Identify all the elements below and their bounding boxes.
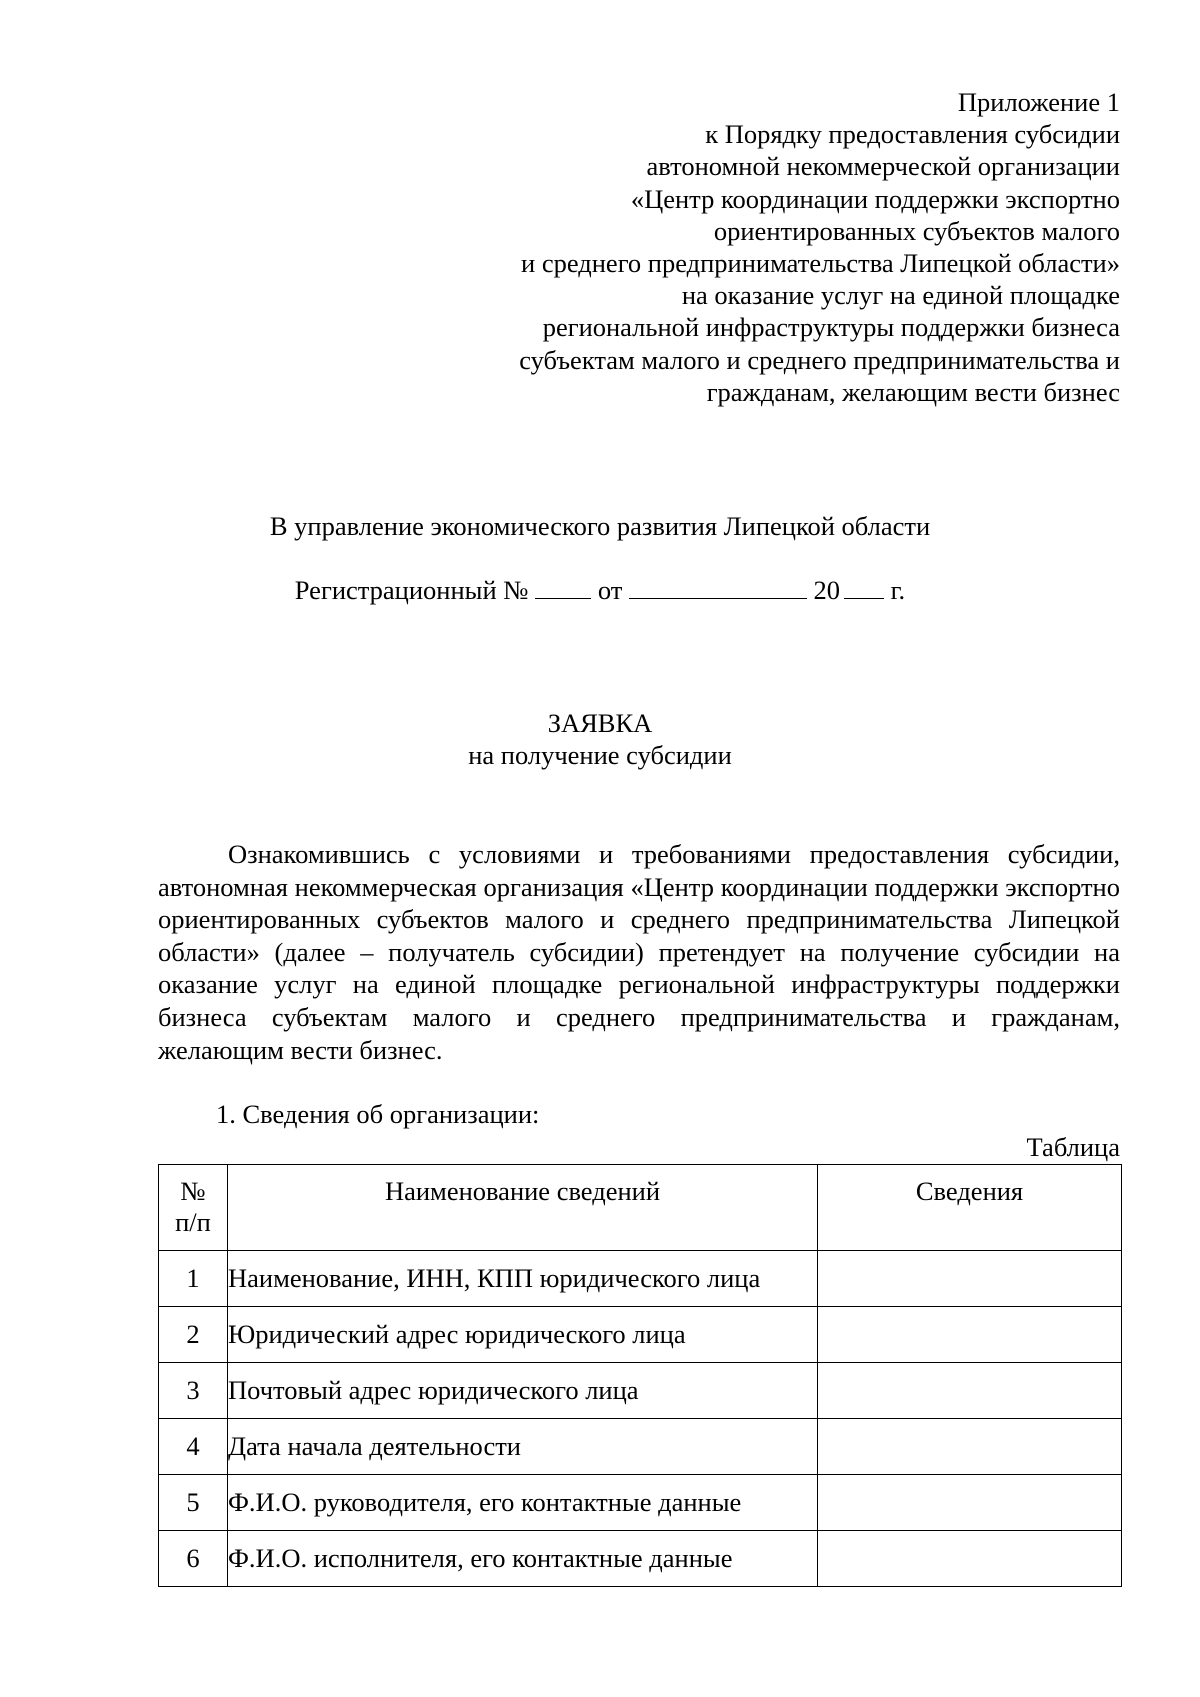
- row-name: Дата начала деятельности: [228, 1419, 818, 1475]
- row-num: 6: [159, 1531, 228, 1587]
- registration-year-suffix: г.: [890, 575, 906, 605]
- appendix-line: «Центр координации поддержки экспортно: [630, 183, 1120, 214]
- row-value-cell[interactable]: [818, 1419, 1122, 1475]
- appendix-line: гражданам, желающим вести бизнес: [706, 376, 1120, 407]
- organization-info-table: [158, 1164, 1122, 1587]
- appendix-line: на оказание услуг на единой площадке: [681, 280, 1120, 311]
- registration-line: [0, 574, 1200, 606]
- registration-year-blank[interactable]: [844, 574, 884, 599]
- registration-number-blank[interactable]: [535, 574, 591, 599]
- row-num: 1: [159, 1251, 228, 1307]
- title-main: ЗАЯВКА: [547, 708, 653, 738]
- table-caption: Таблица: [1026, 1132, 1120, 1162]
- appendix-line: субъектам малого и среднего предпринимательства и: [519, 344, 1120, 375]
- table-row: [159, 1251, 1122, 1307]
- appendix-header: [360, 86, 1120, 408]
- appendix-line: автономной некоммерческой организации: [646, 151, 1120, 182]
- header-num-line2: п/п: [175, 1207, 211, 1237]
- registration-date-blank[interactable]: [629, 574, 807, 599]
- intro-text: Ознакомившись с условиями и требованиями предоставления субсидии, автономная некоммерческая организация «Центр координации поддержки экспортно ориентированных субъектов малого и среднего предпринимательства Липецкой области» (далее – получатель субсидии) претендует на получение субсидии на оказание услуг на единой площадке региональной инфраструктуры поддержки бизнеса субъектам малого и среднего предпринимательства и гражданам, желающим вести бизнес.: [158, 839, 1120, 1065]
- row-value-cell[interactable]: [818, 1251, 1122, 1307]
- header-num: [159, 1165, 228, 1251]
- row-value-cell[interactable]: [818, 1363, 1122, 1419]
- row-name: Юридический адрес юридического лица: [228, 1307, 818, 1363]
- header-num-line1: №: [180, 1176, 206, 1206]
- registration-year-prefix: 20: [813, 575, 841, 605]
- appendix-line: и среднего предпринимательства Липецкой области»: [521, 248, 1120, 279]
- appendix-line: ориентированных субъектов малого: [713, 215, 1120, 246]
- recipient-line: В управление экономического развития Липецкой области: [269, 511, 931, 541]
- title-sub: на получение субсидии: [468, 740, 732, 770]
- row-num: 3: [159, 1363, 228, 1419]
- row-num: 5: [159, 1475, 228, 1531]
- registration-from: от: [597, 575, 623, 605]
- section-heading: 1. Сведения об организации:: [216, 1099, 540, 1129]
- appendix-line: региональной инфраструктуры поддержки бизнеса: [542, 312, 1120, 343]
- row-name: Ф.И.О. исполнителя, его контактные данные: [228, 1531, 818, 1587]
- row-value-cell[interactable]: [818, 1531, 1122, 1587]
- table-row: [159, 1363, 1122, 1419]
- row-name: Почтовый адрес юридического лица: [228, 1363, 818, 1419]
- row-num: 2: [159, 1307, 228, 1363]
- table-row: [159, 1475, 1122, 1531]
- table-row: [159, 1531, 1122, 1587]
- row-value-cell[interactable]: [818, 1307, 1122, 1363]
- header-name: Наименование сведений: [228, 1165, 818, 1251]
- header-value: Сведения: [818, 1165, 1122, 1251]
- registration-label: Регистрационный №: [294, 575, 529, 605]
- row-name: Ф.И.О. руководителя, его контактные данные: [228, 1475, 818, 1531]
- document-title: [0, 707, 1200, 771]
- row-value-cell[interactable]: [818, 1475, 1122, 1531]
- table-row: [159, 1307, 1122, 1363]
- appendix-line: Приложение 1: [957, 87, 1120, 117]
- row-name: Наименование, ИНН, КПП юридического лица: [228, 1251, 818, 1307]
- table-row: [159, 1419, 1122, 1475]
- intro-paragraph: [158, 838, 1120, 1066]
- appendix-line: к Порядку предоставления субсидии: [705, 119, 1120, 150]
- row-num: 4: [159, 1419, 228, 1475]
- table-header-row: [159, 1165, 1122, 1251]
